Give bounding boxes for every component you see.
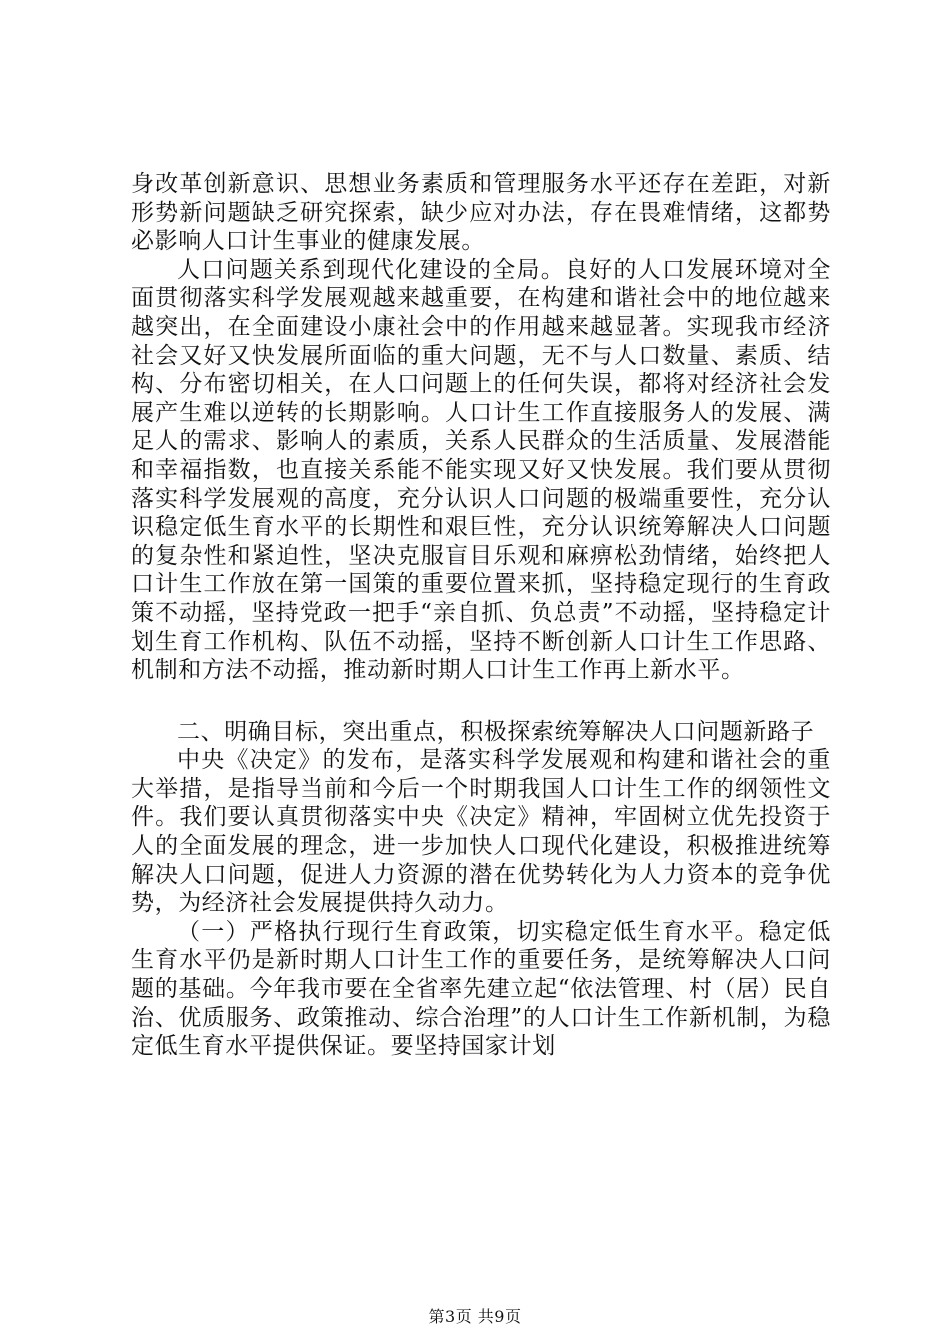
paragraph-population-issue: 人口问题关系到现代化建设的全局。良好的人口发展环境对全面贯彻落实科学发展观越来越重要，在构建和谐社会中的地位越来越突出，在全面建设小康社会中的作用越来越显著。实现我市经济社会又好又快发展所面临的重大问题，无不与人口数量、素质、结构、分布密切相关，在人口问题上的任何失误，都将对经济社会发展产生难以逆转的长期影响。人口计生工作直接服务人的发展、满足人的需求、影响人的素质，关系人民群众的生活质量、发展潜能和幸福指数，也直接关系能不能实现又好又快发展。我们要从贯彻落实科学发展观的高度，充分认识人口问题的极端重要性，充分认识稳定低生育水平的长期性和艰巨性，充分认识统筹解决人口问题的复杂性和紧迫性，坚决克服盲目乐观和麻痹松劲情绪，始终把人口计生工作放在第一国策的重要位置来抓，坚持稳定现行的生育政策不动摇，坚持党政一把手“亲自抓、负总责”不动摇，坚持稳定计划生育工作机构、队伍不动摇，坚持不断创新人口计生工作思路、机制和方法不动摇，推动新时期人口计生工作再上新水平。 bbox=[131, 256, 831, 684]
paragraph-central-decision: 中央《决定》的发布，是落实科学发展观和构建和谐社会的重大举措，是指导当前和今后一个时期我国人口计生工作的纲领性文件。我们要认真贯彻落实中央《决定》精神，牢固树立优先投资于人的全面发展的理念，进一步加快人口现代化建设，积极推进统筹解决人口问题，促进人力资源的潜在优势转化为人力资本的竞争优势，为经济社会发展提供持久动力。 bbox=[131, 747, 831, 917]
paragraph-continuation: 身改革创新意识、思想业务素质和管理服务水平还存在差距，对新形势新问题缺乏研究探索，缺少应对办法，存在畏难情绪，这都势必影响人口计生事业的健康发展。 bbox=[131, 171, 831, 255]
section-heading: 二、明确目标，突出重点，积极探索统筹解决人口问题新路子 bbox=[177, 718, 815, 745]
paragraph-gap bbox=[131, 685, 831, 718]
page-footer: 第3页 共9页 bbox=[428, 1307, 522, 1326]
paragraph-fertility-policy: （一）严格执行现行生育政策，切实稳定低生育水平。稳定低生育水平仍是新时期人口计生工作的重要任务，是统筹解决人口问题的基础。今年我市要在全省率先建立起“依法管理、村（居）民自治、优质服务、政策推动、综合治理”的人口计生工作新机制，为稳定低生育水平提供保证。要坚持国家计划 bbox=[131, 918, 831, 1060]
body-text bbox=[131, 170, 831, 1061]
